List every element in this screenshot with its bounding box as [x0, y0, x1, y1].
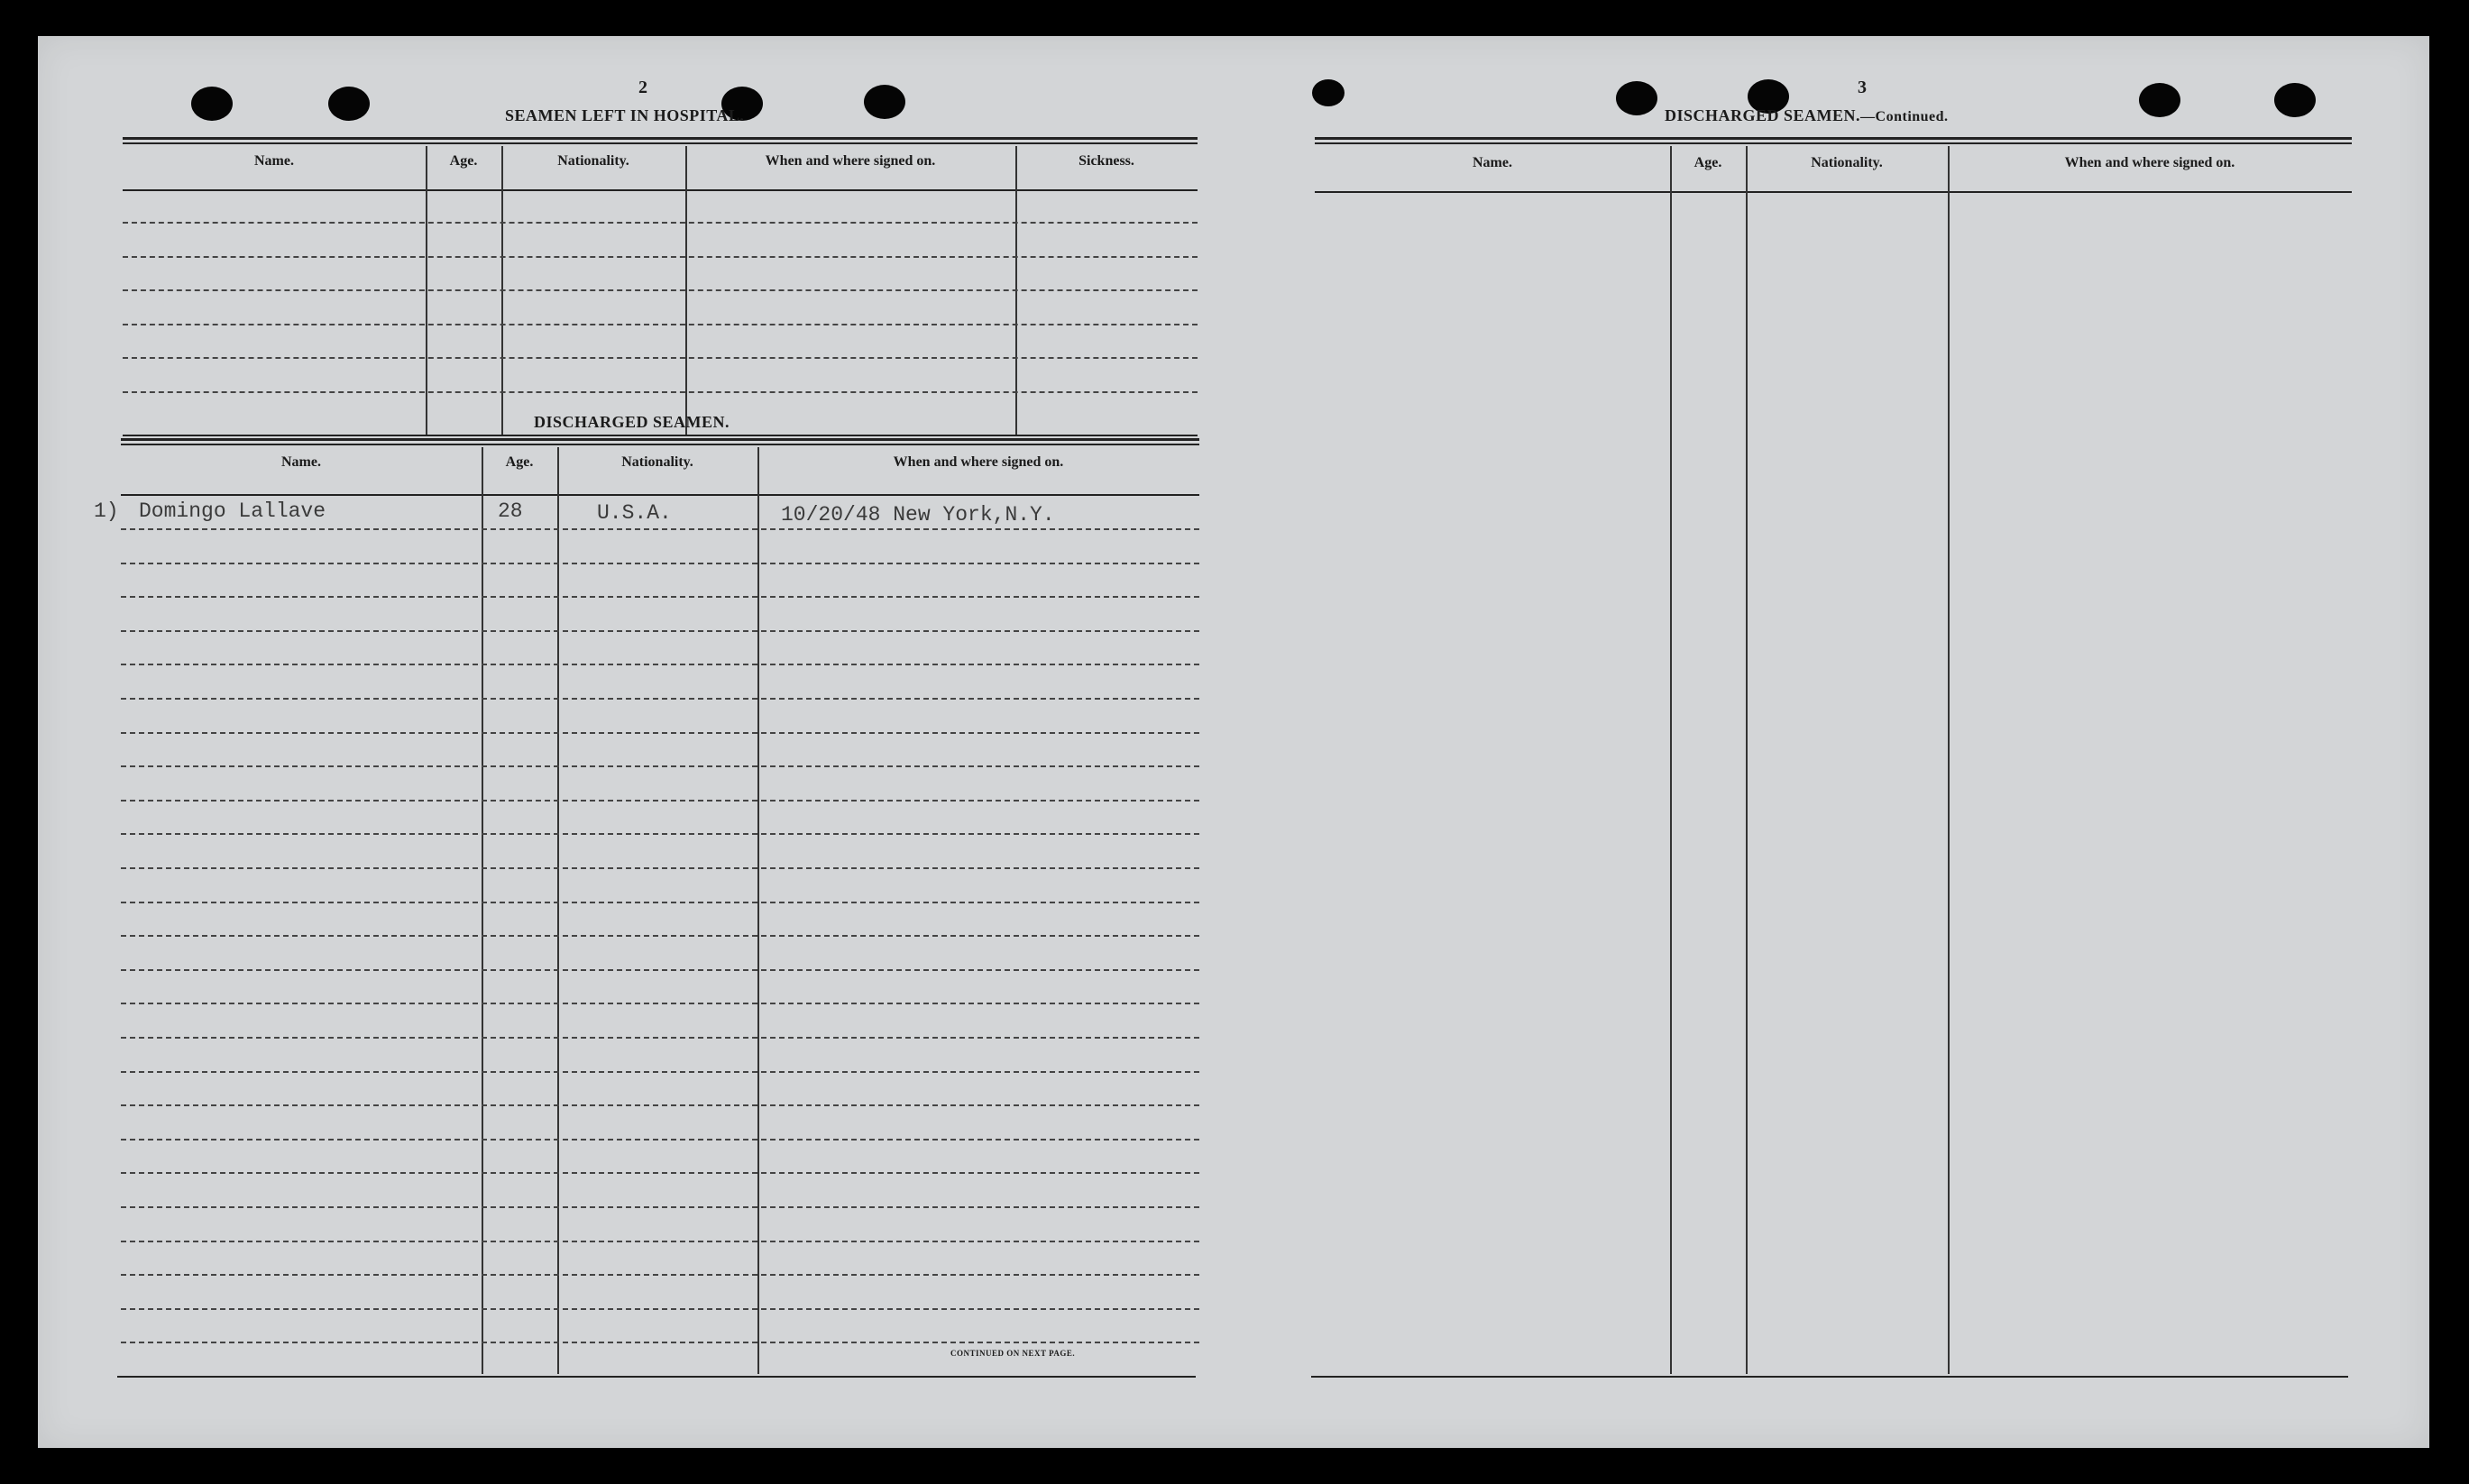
- document-sheet: [38, 36, 2429, 1448]
- ruled-line: [123, 289, 1198, 291]
- hospital-col-divider: [685, 146, 687, 436]
- ruled-line: [121, 1206, 1199, 1208]
- right-col-age: Age.: [1693, 155, 1722, 170]
- right-col-divider: [1746, 146, 1748, 1374]
- right-col-divider: [1670, 146, 1672, 1374]
- hospital-table-bottom-rule: [123, 435, 1198, 436]
- continued-note: CONTINUED ON NEXT PAGE.: [950, 1349, 1076, 1358]
- right-header-rule: [1315, 191, 2352, 193]
- discharged-table-bottom-rule: [117, 1376, 1196, 1378]
- seaman-name: Domingo Lallave: [139, 499, 326, 523]
- ruled-line: [121, 698, 1199, 700]
- ruled-line: [121, 765, 1199, 767]
- ruled-line: [121, 1071, 1199, 1073]
- seaman-age: 28: [498, 499, 523, 523]
- ruled-line: [121, 630, 1199, 632]
- hospital-col-name: Name.: [254, 153, 294, 169]
- right-page: [1237, 36, 2429, 1448]
- ruled-line: [121, 1342, 1199, 1343]
- continued-suffix: —Continued.: [1860, 109, 1949, 124]
- ruled-line: [121, 1037, 1199, 1039]
- hospital-col-signed-on: When and where signed on.: [765, 153, 936, 169]
- ruled-line: [123, 391, 1198, 393]
- discharged-col-age: Age.: [505, 454, 534, 470]
- ruled-line: [121, 833, 1199, 835]
- row-index: 1): [94, 499, 119, 523]
- ruled-line: [121, 732, 1199, 734]
- seaman-nationality: U.S.A.: [597, 501, 672, 525]
- hospital-table-top-rule: [123, 137, 1198, 140]
- right-col-divider: [1948, 146, 1950, 1374]
- page-number: 2: [638, 78, 647, 97]
- hospital-col-divider: [501, 146, 503, 436]
- ruled-line: [121, 969, 1199, 971]
- discharged-col-divider: [482, 447, 483, 1374]
- discharged-header-rule: [121, 494, 1199, 496]
- right-col-nationality: Nationality.: [1811, 155, 1883, 170]
- hospital-header-rule: [123, 189, 1198, 191]
- hospital-col-divider: [426, 146, 427, 436]
- ruled-line: [121, 902, 1199, 903]
- ruled-line: [121, 596, 1199, 598]
- discharged-col-nationality: Nationality.: [621, 454, 693, 470]
- ruled-line: [121, 1308, 1199, 1310]
- ruled-line: [121, 528, 1199, 530]
- ruled-line: [121, 867, 1199, 869]
- ruled-line: [121, 935, 1199, 937]
- ruled-line: [123, 357, 1198, 359]
- ruled-line: [121, 800, 1199, 802]
- hospital-section-title: SEAMEN LEFT IN HOSPITAL.: [505, 106, 745, 124]
- ruled-line: [121, 563, 1199, 564]
- ruled-line: [123, 222, 1198, 224]
- hospital-col-age: Age.: [449, 153, 478, 169]
- right-col-name: Name.: [1473, 155, 1512, 170]
- discharged-continued-title-text: DISCHARGED SEAMEN.: [1665, 106, 1861, 124]
- right-table-top-rule: [1315, 137, 2352, 140]
- right-table-bottom-rule: [1311, 1376, 2348, 1378]
- ruled-line: [123, 256, 1198, 258]
- discharged-col-divider: [557, 447, 559, 1374]
- right-col-signed-on: When and where signed on.: [2064, 155, 2235, 170]
- seaman-signed-on: 10/20/48 New York,N.Y.: [781, 503, 1055, 527]
- right-table-top-rule: [1315, 142, 2352, 144]
- discharged-table-top-rule: [121, 438, 1199, 441]
- ruled-line: [121, 1274, 1199, 1276]
- ruled-line: [121, 1104, 1199, 1106]
- discharged-section-title: DISCHARGED SEAMEN.: [534, 413, 730, 431]
- hospital-table-top-rule: [123, 142, 1198, 144]
- ruled-line: [121, 664, 1199, 665]
- hospital-col-nationality: Nationality.: [557, 153, 629, 169]
- page-number: 3: [1858, 78, 1867, 97]
- left-page: [38, 36, 1237, 1448]
- discharged-table-top-rule: [121, 444, 1199, 445]
- hospital-col-divider: [1015, 146, 1017, 436]
- ruled-line: [121, 1139, 1199, 1140]
- discharged-continued-title: [1665, 106, 1949, 125]
- discharged-col-name: Name.: [281, 454, 321, 470]
- discharged-col-signed-on: When and where signed on.: [893, 454, 1064, 470]
- ruled-line: [123, 324, 1198, 325]
- discharged-col-divider: [757, 447, 759, 1374]
- ruled-line: [121, 1003, 1199, 1004]
- hospital-col-sickness: Sickness.: [1078, 153, 1134, 169]
- ruled-line: [121, 1241, 1199, 1242]
- ruled-line: [121, 1172, 1199, 1174]
